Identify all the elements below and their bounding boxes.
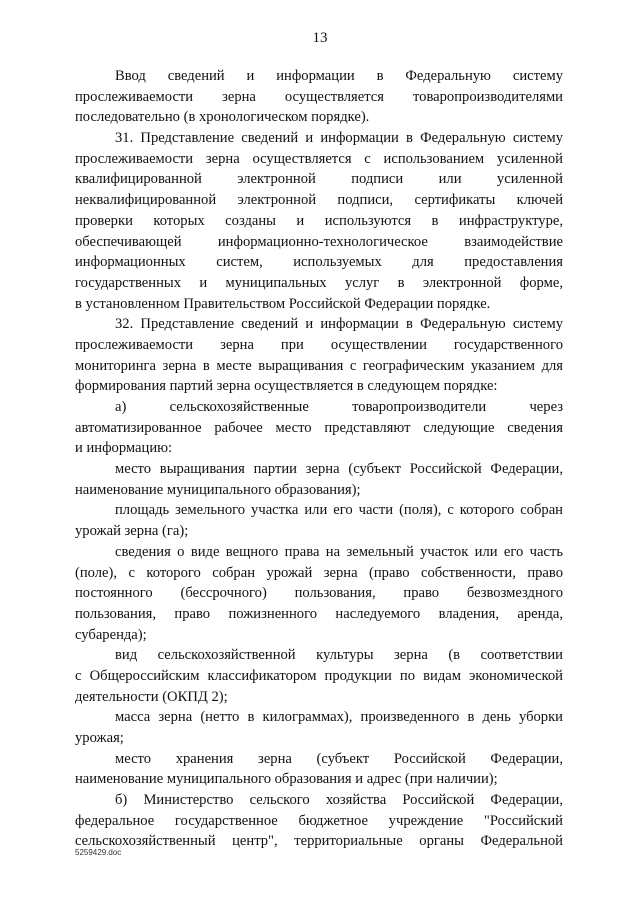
text-line: деятельности (ОКПД 2); bbox=[75, 688, 228, 705]
text-line: 31. Представление сведений и информации в Федеральную систему bbox=[115, 130, 563, 147]
text-line: наименование муниципального образования); bbox=[75, 481, 361, 498]
text-line: информационных систем, используемых для предоставления bbox=[75, 254, 563, 271]
text-line: место хранения зерна (субъект Российской Федерации, bbox=[115, 750, 563, 767]
text-line: (поле), с которого собран урожай зерна (право собственности, право bbox=[75, 564, 563, 581]
document-body bbox=[75, 66, 563, 852]
text-line: а) сельскохозяйственные товаропроизводители через bbox=[115, 399, 563, 415]
text-line: в установленном Правительством Российской Федерации порядке. bbox=[75, 295, 491, 312]
text-line: сведения о виде вещного права на земельный участок или его часть bbox=[115, 543, 563, 560]
text-line: вид сельскохозяйственной культуры зерна (в соответствии bbox=[115, 647, 563, 664]
text-line: последовательно (в хронологическом порядке). bbox=[75, 109, 370, 126]
text-line: Ввод сведений и информации в Федеральную систему bbox=[115, 68, 563, 84]
text-line: субаренда); bbox=[75, 626, 147, 643]
text-line: неквалифицированной электронной подписи, сертификаты ключей bbox=[75, 192, 563, 209]
text-line: автоматизированное рабочее место представляют следующие сведения bbox=[75, 419, 563, 436]
text-line: урожая; bbox=[75, 730, 124, 746]
text-line: государственных и муниципальных услуг в электронной форме, bbox=[75, 274, 563, 291]
page-number: 13 bbox=[312, 30, 328, 46]
text-line: наименование муниципального образования и адрес (при наличии); bbox=[75, 771, 498, 788]
text-line: прослеживаемости зерна при осуществлении государственного bbox=[75, 336, 563, 353]
text-line: проверки которых созданы и используются в инфраструктуре, bbox=[75, 212, 563, 229]
text-line: федеральное государственное бюджетное учреждение "Российский bbox=[75, 812, 563, 829]
text-line: б) Министерство сельского хозяйства Российской Федерации, bbox=[115, 792, 563, 809]
text-line: место выращивания партии зерна (субъект Российской Федерации, bbox=[115, 461, 563, 478]
text-line: прослеживаемости зерна осуществляется товаропроизводителями bbox=[75, 88, 563, 105]
text-line: пользования, право пожизненного наследуемого владения, аренда, bbox=[75, 605, 563, 622]
footer-filename: 5259429.doc bbox=[75, 848, 122, 857]
text-line: площадь земельного участка или его части (поля), с которого собран bbox=[115, 502, 563, 519]
text-line: постоянного (бессрочного) пользования, право безвозмездного bbox=[75, 585, 563, 602]
text-line: масса зерна (нетто в килограммах), произведенного в день уборки bbox=[115, 709, 563, 726]
text-line: 32. Представление сведений и информации в Федеральную систему bbox=[115, 316, 563, 333]
text-line: и информацию: bbox=[75, 440, 173, 457]
text-line: мониторинга зерна в месте выращивания с географическим указанием для bbox=[75, 357, 563, 374]
text-line: урожай зерна (га); bbox=[75, 523, 189, 540]
text-line: квалифицированной электронной подписи или усиленной bbox=[75, 171, 563, 188]
text-line: с Общероссийским классификатором продукции по видам экономической bbox=[75, 667, 563, 684]
text-line: формирования партий зерна осуществляется в следующем порядке: bbox=[75, 378, 498, 395]
text-line: прослеживаемости зерна осуществляется с использованием усиленной bbox=[75, 150, 563, 167]
text-line: обеспечивающей информационно-технологическое взаимодействие bbox=[75, 233, 563, 250]
text-line: сельскохозяйственный центр", территориальные органы Федеральной bbox=[75, 833, 563, 850]
